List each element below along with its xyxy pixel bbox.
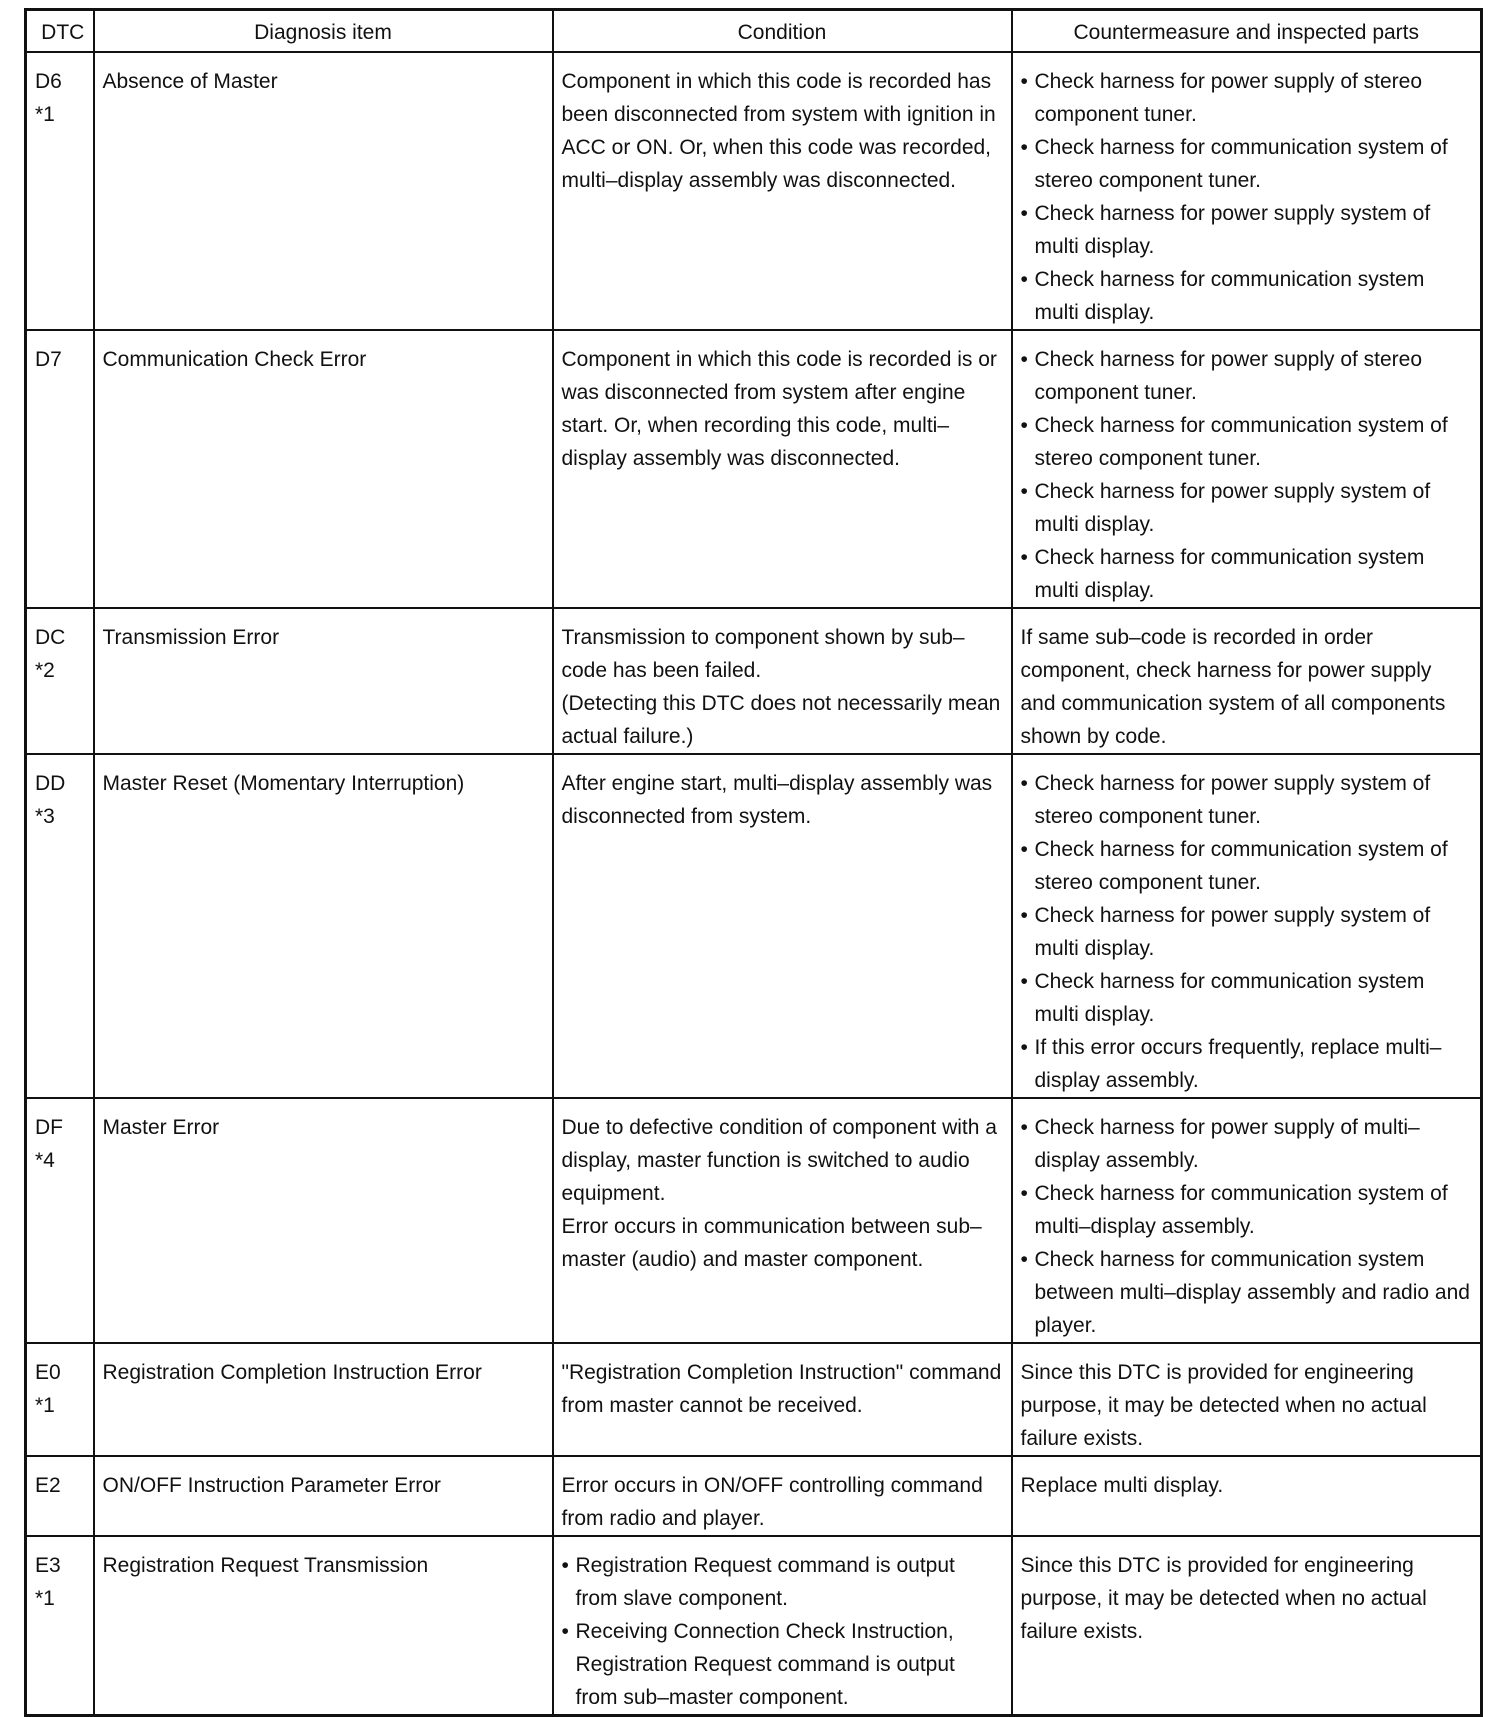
countermeasure-cell: Since this DTC is provided for engineering purpose, it may be detected when no actual failure exists. — [1012, 1343, 1482, 1456]
header-condition: Condition — [553, 10, 1012, 52]
countermeasure-cell — [1012, 330, 1482, 608]
countermeasure-item: • Check harness for power supply of stereo component tuner. — [1021, 343, 1473, 409]
table-row — [26, 330, 1482, 608]
header-countermeasure: Countermeasure and inspected parts — [1012, 10, 1482, 52]
diagnosis-cell: Transmission Error — [94, 608, 553, 754]
dtc-cell — [26, 52, 94, 330]
dtc-cell — [26, 1098, 94, 1343]
countermeasure-item: • Check harness for power supply system of multi display. — [1021, 475, 1473, 541]
table-row — [26, 1343, 1482, 1456]
countermeasure-list — [1021, 1111, 1473, 1342]
condition-text: Error occurs in communication between sub–master (audio) and master component. — [561, 1214, 982, 1271]
dtc-note: *2 — [35, 658, 55, 682]
countermeasure-item: • Check harness for communication system multi display. — [1021, 965, 1473, 1031]
dtc-cell — [26, 1456, 94, 1536]
countermeasure-cell — [1012, 754, 1482, 1098]
dtc-code: D6 — [35, 69, 62, 93]
countermeasure-item: • Check harness for communication system of stereo component tuner. — [1021, 409, 1473, 475]
countermeasure-cell — [1012, 1098, 1482, 1343]
countermeasure-list — [1021, 343, 1473, 607]
document-page — [24, 8, 1480, 1717]
countermeasure-item: • Check harness for power supply of stereo component tuner. — [1021, 65, 1473, 131]
dtc-code: E3 — [35, 1553, 61, 1577]
countermeasure-item: • Check harness for communication system of multi–display assembly. — [1021, 1177, 1473, 1243]
condition-cell — [553, 1456, 1012, 1536]
dtc-code: E0 — [35, 1360, 61, 1384]
dtc-table — [24, 8, 1483, 1717]
condition-text: "Registration Completion Instruction" command from master cannot be received. — [561, 1360, 1002, 1417]
condition-text: (Detecting this DTC does not necessarily mean actual failure.) — [561, 691, 1001, 748]
condition-text: After engine start, multi–display assembly was disconnected from system. — [561, 771, 993, 828]
countermeasure-item: • If this error occurs frequently, replace multi–display assembly. — [1021, 1031, 1473, 1097]
countermeasure-item: • Check harness for power supply system of multi display. — [1021, 197, 1473, 263]
condition-cell — [553, 754, 1012, 1098]
diagnosis-cell: Master Reset (Momentary Interruption) — [94, 754, 553, 1098]
countermeasure-item: • Check harness for communication system of stereo component tuner. — [1021, 833, 1473, 899]
dtc-code: DF — [35, 1115, 63, 1139]
dtc-code: DC — [35, 625, 66, 649]
countermeasure-item: • Check harness for communication system of stereo component tuner. — [1021, 131, 1473, 197]
condition-cell — [553, 52, 1012, 330]
countermeasure-item: • Check harness for power supply of multi–display assembly. — [1021, 1111, 1473, 1177]
dtc-cell — [26, 608, 94, 754]
dtc-note: *1 — [35, 102, 55, 126]
condition-text: Component in which this code is recorded is or was disconnected from system after engine start. Or, when recording this code, multi–display assembly was disconnected. — [561, 347, 997, 470]
condition-cell — [553, 1536, 1012, 1716]
condition-text: Component in which this code is recorded has been disconnected from system with ignition in ACC or ON. Or, when this code was recorded, multi–display assembly was disconnected. — [561, 69, 996, 192]
condition-text: Error occurs in ON/OFF controlling command from radio and player. — [561, 1473, 983, 1530]
condition-item: • Registration Request command is output from slave component. — [562, 1549, 1003, 1615]
header-dtc: DTC — [26, 10, 94, 52]
countermeasure-item: • Check harness for communication system between multi–display assembly and radio and player. — [1021, 1243, 1473, 1342]
dtc-cell — [26, 330, 94, 608]
diagnosis-cell: ON/OFF Instruction Parameter Error — [94, 1456, 553, 1536]
condition-cell — [553, 1343, 1012, 1456]
condition-cell — [553, 1098, 1012, 1343]
diagnosis-cell: Registration Request Transmission — [94, 1536, 553, 1716]
dtc-note: *1 — [35, 1393, 55, 1417]
table-row — [26, 1098, 1482, 1343]
dtc-code: DD — [35, 771, 66, 795]
dtc-code: D7 — [35, 347, 62, 371]
dtc-cell — [26, 1343, 94, 1456]
countermeasure-item: • Check harness for communication system multi display. — [1021, 541, 1473, 607]
countermeasure-item: • Check harness for power supply system of multi display. — [1021, 899, 1473, 965]
countermeasure-item: • Check harness for communication system multi display. — [1021, 263, 1473, 329]
table-row — [26, 1536, 1482, 1716]
countermeasure-cell: If same sub–code is recorded in order component, check harness for power supply and communication system of all components shown by code. — [1012, 608, 1482, 754]
condition-list — [562, 1549, 1003, 1714]
table-row — [26, 754, 1482, 1098]
table-row — [26, 1456, 1482, 1536]
diagnosis-cell: Communication Check Error — [94, 330, 553, 608]
condition-cell — [553, 330, 1012, 608]
diagnosis-cell: Absence of Master — [94, 52, 553, 330]
diagnosis-cell: Master Error — [94, 1098, 553, 1343]
condition-text: Transmission to component shown by sub–code has been failed. — [561, 625, 965, 682]
countermeasure-list — [1021, 767, 1473, 1097]
dtc-cell — [26, 754, 94, 1098]
condition-text: Due to defective condition of component with a display, master function is switched to audio equipment. — [561, 1115, 997, 1205]
countermeasure-cell: Since this DTC is provided for engineering purpose, it may be detected when no actual failure exists. — [1012, 1536, 1482, 1716]
condition-item: • Receiving Connection Check Instruction, Registration Request command is output from sub–master component. — [562, 1615, 1003, 1714]
countermeasure-cell — [1012, 52, 1482, 330]
table-row — [26, 52, 1482, 330]
countermeasure-item: • Check harness for power supply system of stereo component tuner. — [1021, 767, 1473, 833]
countermeasure-cell: Replace multi display. — [1012, 1456, 1482, 1536]
dtc-code: E2 — [35, 1473, 61, 1497]
table-header-row — [26, 10, 1482, 52]
condition-cell — [553, 608, 1012, 754]
table-row — [26, 608, 1482, 754]
dtc-note: *3 — [35, 804, 55, 828]
countermeasure-list — [1021, 65, 1473, 329]
header-diagnosis-item: Diagnosis item — [94, 10, 553, 52]
diagnosis-cell: Registration Completion Instruction Error — [94, 1343, 553, 1456]
dtc-cell — [26, 1536, 94, 1716]
dtc-note: *4 — [35, 1148, 55, 1172]
dtc-note: *1 — [35, 1586, 55, 1610]
